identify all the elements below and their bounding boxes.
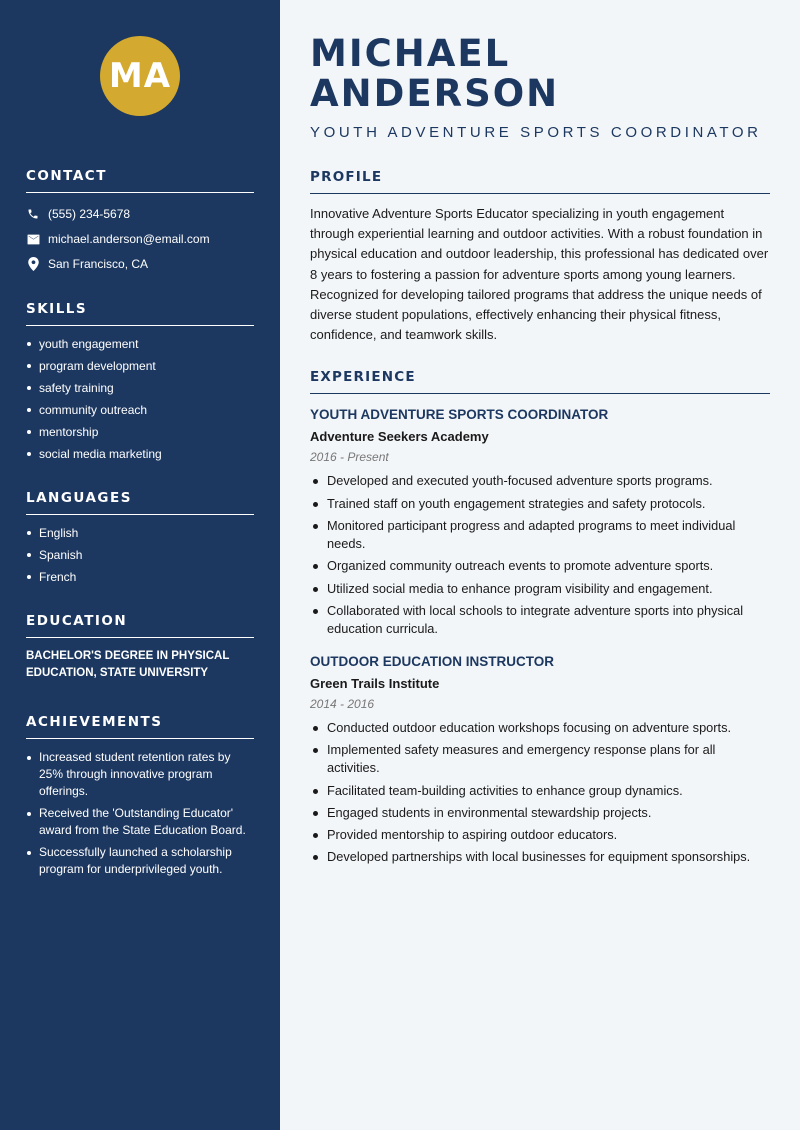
main-content (280, 0, 800, 1130)
job-bullet: Utilized social media to enhance program visibility and engagement. (310, 580, 770, 598)
job-bullets (310, 472, 770, 637)
achievement-item: Successfully launched a scholarship program for underprivileged youth. (26, 844, 254, 878)
phone-icon (26, 207, 40, 221)
phone-text: (555) 234-5678 (48, 207, 131, 221)
job-bullet: Trained staff on youth engagement strategies and safety protocols. (310, 495, 770, 513)
education-heading: EDUCATION (26, 613, 254, 638)
profile-heading: PROFILE (310, 169, 770, 194)
achievement-item: Increased student retention rates by 25% through innovative program offerings. (26, 749, 254, 800)
achievements-heading: ACHIEVEMENTS (26, 714, 254, 739)
experience-heading: EXPERIENCE (310, 369, 770, 394)
job-bullet: Developed and executed youth-focused adventure sports programs. (310, 472, 770, 490)
job-bullet: Provided mentorship to aspiring outdoor educators. (310, 826, 770, 844)
job-bullet: Facilitated team-building activities to enhance group dynamics. (310, 782, 770, 800)
job-bullet: Monitored participant progress and adapted programs to meet individual needs. (310, 517, 770, 553)
skills-list (26, 336, 254, 462)
job-bullet: Implemented safety measures and emergency response plans for all activities. (310, 741, 770, 777)
mail-icon (26, 232, 40, 246)
language-item: English (26, 525, 254, 541)
achievements-list (26, 749, 254, 878)
contact-phone (26, 207, 254, 221)
languages-heading: LANGUAGES (26, 490, 254, 515)
email-text: michael.anderson@email.com (48, 232, 210, 246)
job-title: OUTDOOR EDUCATION INSTRUCTOR (310, 653, 554, 669)
job-bullet: Conducted outdoor education workshops focusing on adventure sports. (310, 719, 770, 737)
experience-section (310, 369, 770, 866)
languages-section (26, 490, 254, 585)
skill-item: mentorship (26, 424, 254, 440)
skill-item: youth engagement (26, 336, 254, 352)
job-bullet: Developed partnerships with local businesses for equipment sponsorships. (310, 848, 770, 866)
language-item: French (26, 569, 254, 585)
candidate-name: MICHAEL ANDERSON (310, 32, 560, 115)
achievements-section (26, 714, 254, 878)
skills-section (26, 301, 254, 462)
job-bullet: Engaged students in environmental stewardship projects. (310, 804, 770, 822)
contact-heading: CONTACT (26, 168, 254, 193)
job-company: Adventure Seekers Academy (310, 429, 489, 445)
avatar-initials: MA (108, 56, 172, 96)
contact-email (26, 232, 254, 246)
job-bullets (310, 719, 770, 866)
job-title: YOUTH ADVENTURE SPORTS COORDINATOR (310, 407, 609, 423)
skill-item: safety training (26, 380, 254, 396)
languages-list (26, 525, 254, 585)
education-degree: BACHELOR'S DEGREE IN PHYSICAL EDUCATION, STATE UNIVERSITY (26, 650, 230, 679)
education-section (26, 613, 254, 682)
location-text: San Francisco, CA (48, 257, 149, 271)
language-item: Spanish (26, 547, 254, 563)
contact-location (26, 257, 254, 271)
sidebar (0, 0, 280, 1130)
location-pin-icon (26, 257, 40, 271)
job-dates: 2016 - Present (310, 450, 389, 465)
candidate-title: YOUTH ADVENTURE SPORTS COORDINATOR (310, 124, 762, 141)
profile-text: Innovative Adventure Sports Educator specializing in youth engagement through experiential learning and outdoor activities. With a robust foundation in physical education and outdoor leadership, this professional has dedicated over 8 years to fostering a passion for adventure sports among young learners. Recognized for developing tailored programs that address the unique needs of diverse student populations, effectively enhancing their physical fitness, confidence, and teamwork skills. (310, 206, 769, 343)
job-entry (310, 654, 770, 866)
achievement-item: Received the 'Outstanding Educator' award from the State Education Board. (26, 805, 254, 839)
job-dates: 2014 - 2016 (310, 696, 375, 711)
skill-item: social media marketing (26, 446, 254, 462)
job-company: Green Trails Institute (310, 675, 440, 691)
job-bullet: Organized community outreach events to promote adventure sports. (310, 557, 770, 575)
skill-item: community outreach (26, 402, 254, 418)
contact-section (26, 168, 254, 271)
profile-section (310, 169, 770, 345)
job-entry (310, 407, 770, 637)
job-bullet: Collaborated with local schools to integrate adventure sports into physical education curricula. (310, 602, 770, 638)
skills-heading: SKILLS (26, 301, 254, 326)
avatar (100, 36, 180, 116)
skill-item: program development (26, 358, 254, 374)
